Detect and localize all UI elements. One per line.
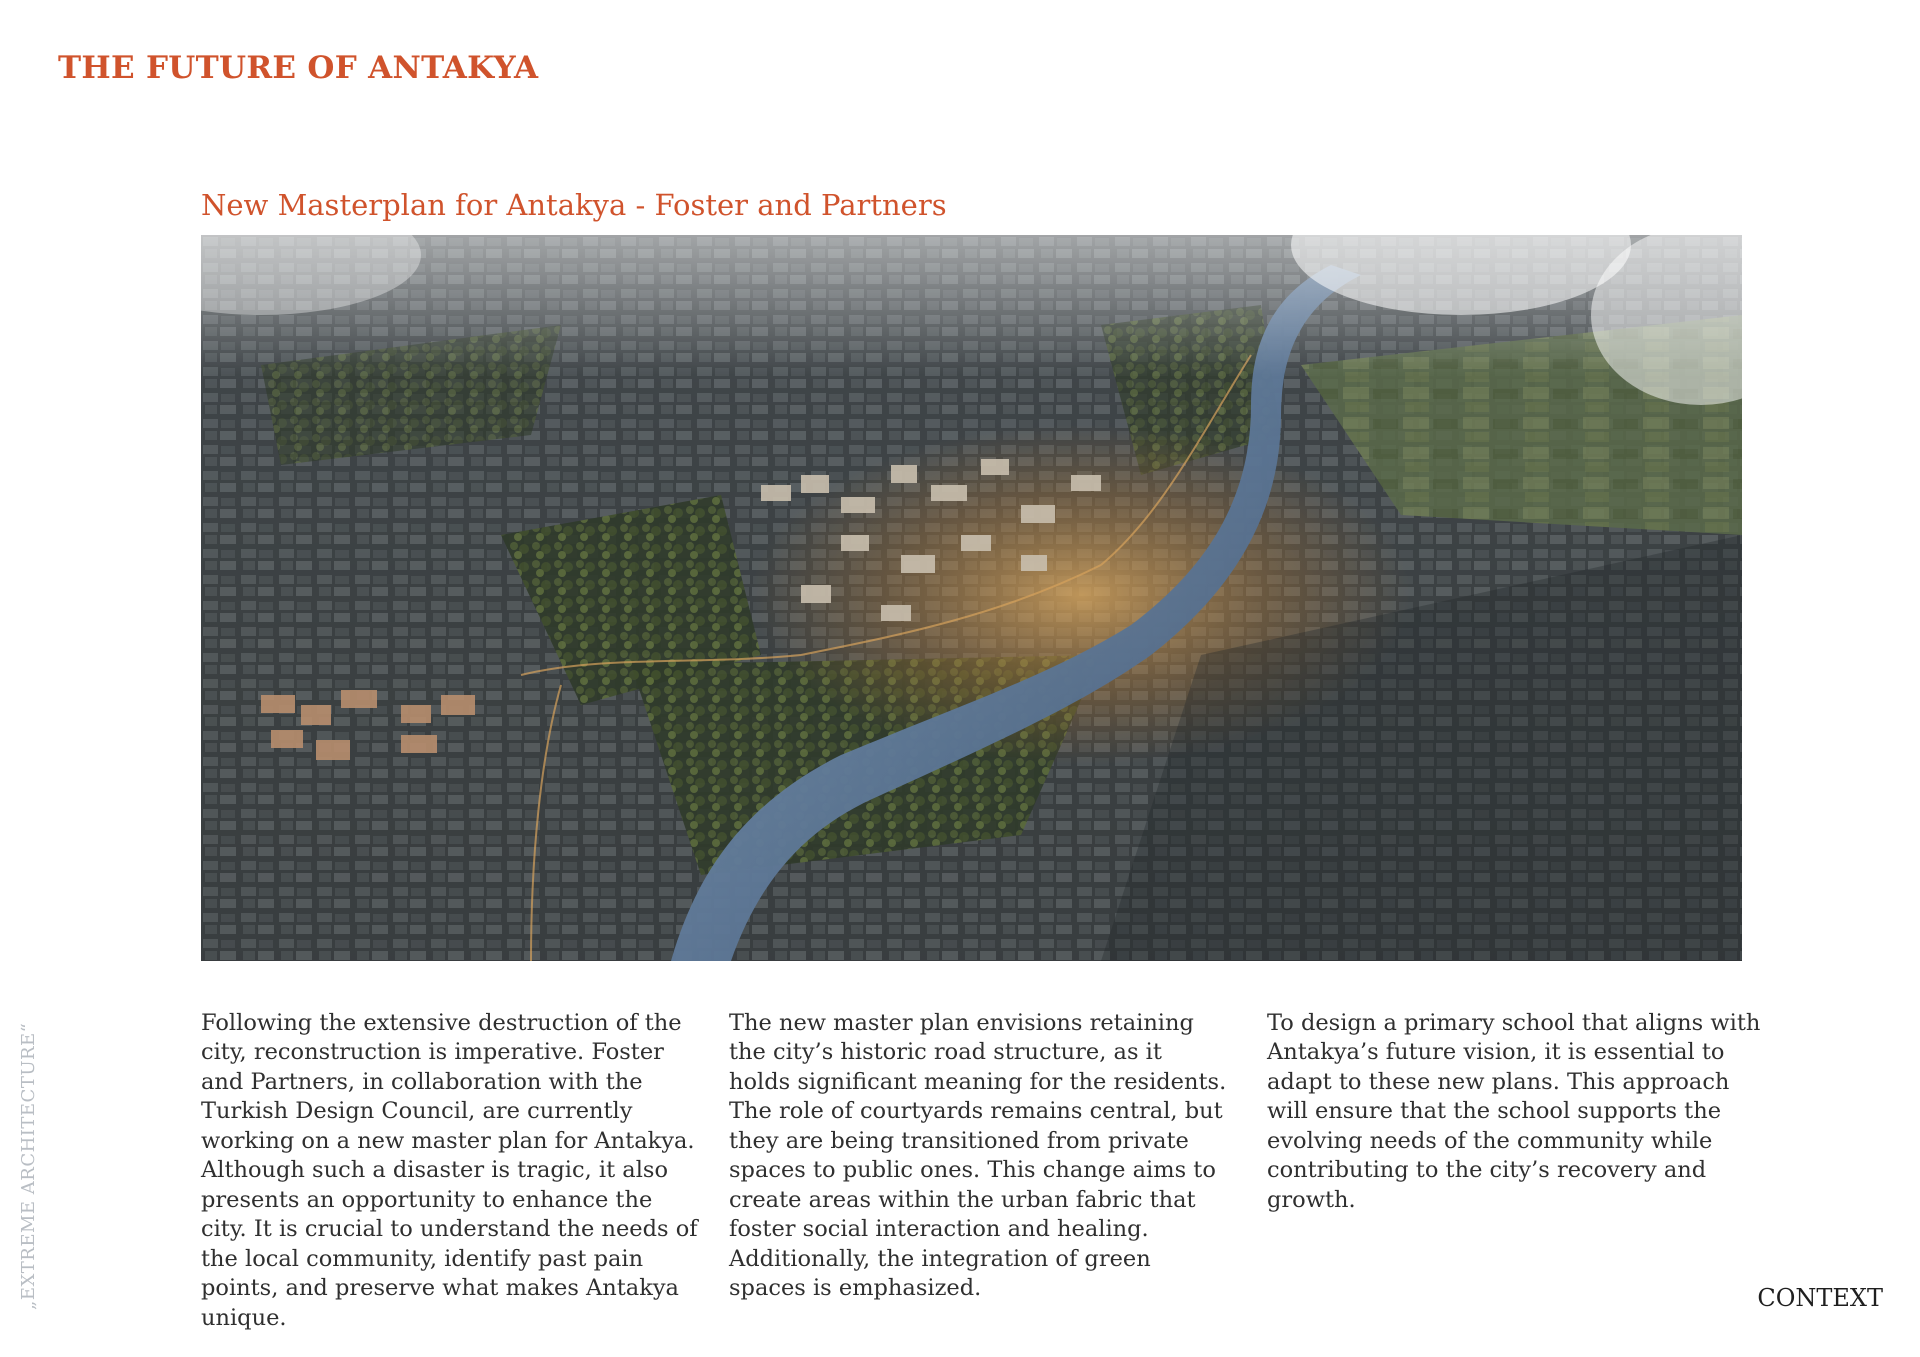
side-watermark: „EXTREME ARCHITECTURE“ [18, 1022, 39, 1310]
aerial-masterplan-image [201, 235, 1742, 961]
section-title: New Masterplan for Antakya - Foster and Partners [201, 188, 947, 222]
body-column-3: To design a primary school that aligns with Antakya’s future vision, it is essential to adapt to these new plans. This approach will ensure that the school supports the evolving needs of the community while contributing to the city’s recovery and growth. [1267, 1009, 1761, 1213]
page-header: THE FUTURE OF ANTAKYA [58, 50, 539, 86]
body-column-1: Following the extensive destruction of the city, reconstruction is imperative. Foster and Partners, in collaboration with the Turkish Design Council, are currently working on a new master plan for Antakya. Although such a disaster is tragic, it also presents an opportunity to enhance the city. It is crucial to understand the needs of the local community, identify past pain points, and preserve what makes Antakya unique. [201, 1009, 698, 1331]
body-column-2: The new master plan envisions retaining the city’s historic road structure, as it holds significant meaning for the residents. The role of courtyards remains central, but they are being transitioned from private spaces to public ones. This change aims to create areas within the urban fabric that foster social interaction and healing. Additionally, the integration of green spaces is emphasized. [729, 1009, 1227, 1301]
section-footer-label: CONTEXT [1757, 1284, 1883, 1312]
